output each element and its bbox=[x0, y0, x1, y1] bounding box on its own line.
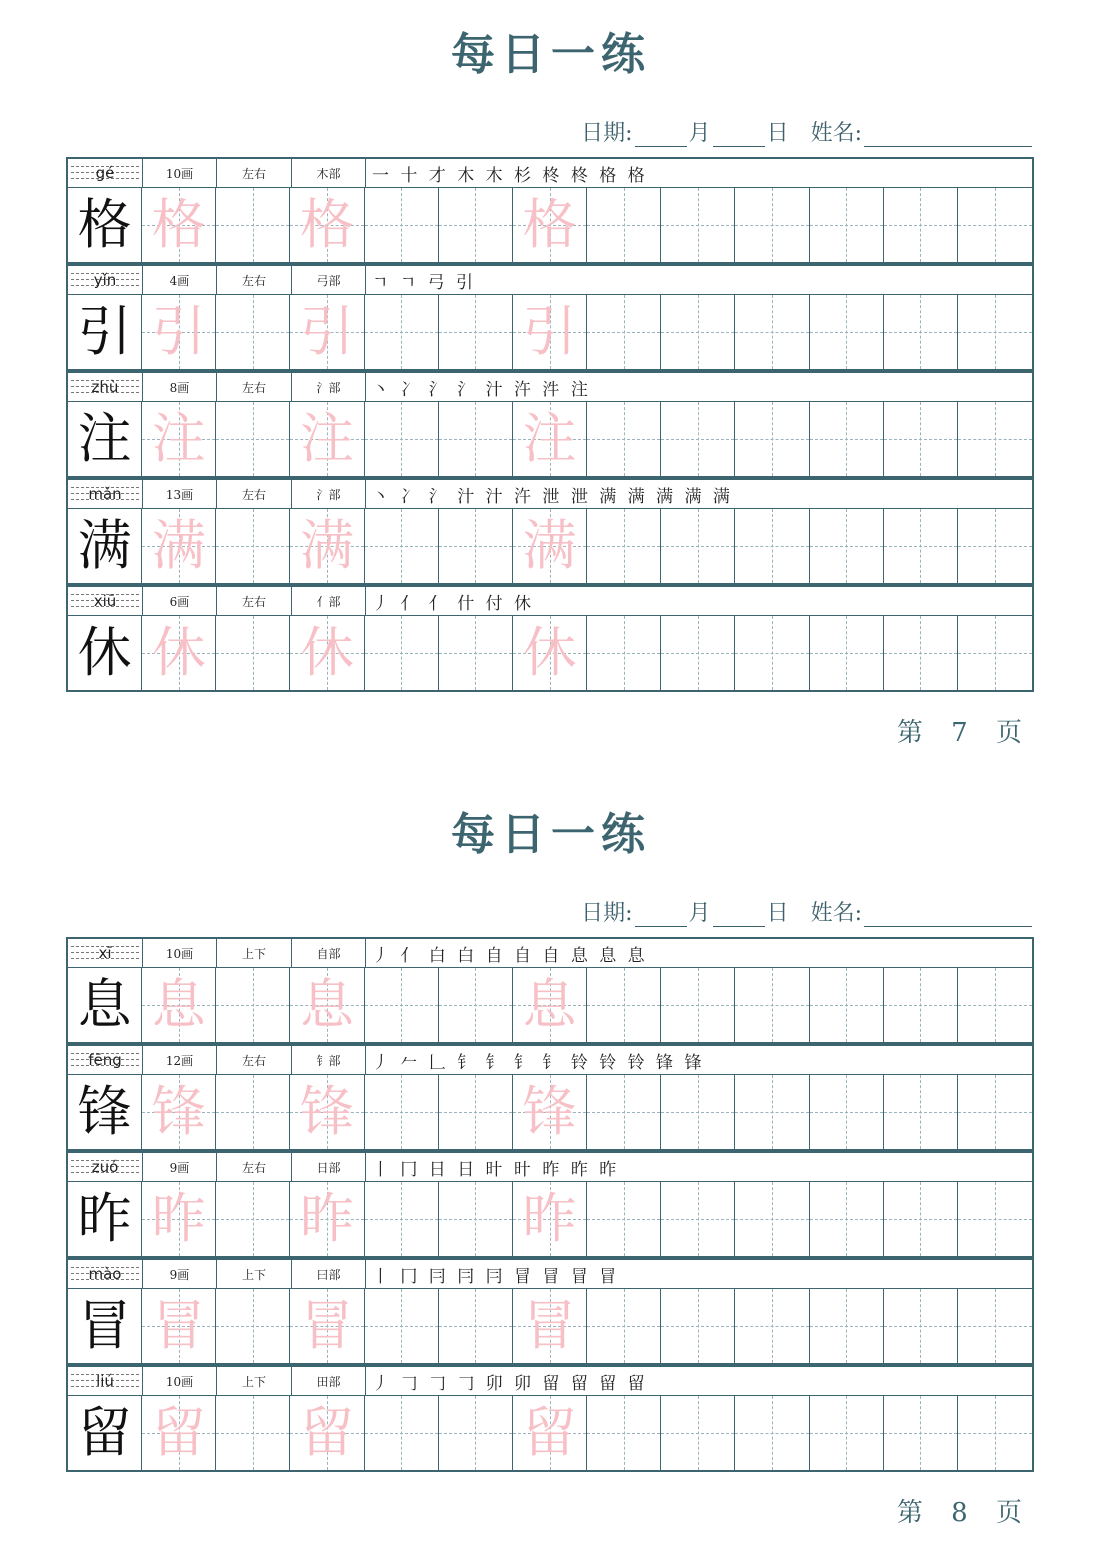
trace-character: 留 bbox=[151, 1401, 206, 1464]
stroke-count: 9画 bbox=[143, 1153, 217, 1181]
trace-character: 锋 bbox=[522, 1080, 577, 1143]
character-row bbox=[66, 615, 1034, 692]
model-character: 休 bbox=[77, 621, 132, 684]
header-fields bbox=[581, 116, 1034, 147]
info-row bbox=[66, 371, 1034, 401]
blank-practice-cell[interactable] bbox=[365, 968, 439, 1042]
blank-practice-cell[interactable] bbox=[365, 1396, 439, 1470]
date-label: 日期: bbox=[581, 121, 633, 146]
stroke-order: ㄱ ㄱ 弓 引 bbox=[372, 272, 477, 293]
blank-practice-cell[interactable] bbox=[810, 295, 884, 369]
blank-practice-cell[interactable] bbox=[958, 1075, 1032, 1149]
blank-practice-cell[interactable] bbox=[587, 509, 661, 583]
trace-cell[interactable] bbox=[142, 1075, 216, 1149]
model-character: 满 bbox=[77, 514, 132, 577]
info-row bbox=[66, 157, 1034, 187]
trace-character: 引 bbox=[300, 300, 355, 363]
structure-label: 上下 bbox=[217, 1367, 292, 1395]
pinyin-text: zuó bbox=[91, 1158, 119, 1176]
blank-practice-cell[interactable] bbox=[735, 616, 809, 690]
pinyin-text: fēng bbox=[88, 1051, 122, 1069]
model-character: 留 bbox=[77, 1401, 132, 1464]
blank-practice-cell[interactable] bbox=[216, 402, 290, 476]
stroke-order: 丿 亻 亻 什 付 休 bbox=[372, 593, 535, 614]
blank-practice-cell[interactable] bbox=[661, 1289, 735, 1363]
page-title: 每日一练 bbox=[451, 809, 651, 860]
stroke-count: 10画 bbox=[143, 1367, 217, 1395]
trace-character: 满 bbox=[151, 514, 206, 577]
trace-character: 锋 bbox=[300, 1080, 355, 1143]
trace-cell[interactable] bbox=[290, 295, 364, 369]
trace-cell[interactable] bbox=[513, 1289, 587, 1363]
name-blank[interactable] bbox=[864, 126, 1032, 147]
blank-practice-cell[interactable] bbox=[884, 1396, 958, 1470]
radical-label: 亻部 bbox=[292, 587, 366, 615]
trace-cell[interactable] bbox=[290, 616, 364, 690]
blank-practice-cell[interactable] bbox=[735, 968, 809, 1042]
blank-practice-cell[interactable] bbox=[439, 1396, 513, 1470]
blank-practice-cell[interactable] bbox=[958, 188, 1032, 262]
header-fields bbox=[581, 896, 1034, 927]
pinyin-cell bbox=[68, 159, 143, 187]
blank-practice-cell[interactable] bbox=[587, 1075, 661, 1149]
trace-character: 昨 bbox=[151, 1187, 206, 1250]
trace-character: 息 bbox=[300, 973, 355, 1036]
trace-character: 格 bbox=[300, 193, 355, 256]
page-number: 第 7 页 bbox=[896, 718, 1032, 748]
blank-practice-cell[interactable] bbox=[735, 295, 809, 369]
trace-character: 休 bbox=[522, 621, 577, 684]
structure-label: 左右 bbox=[217, 587, 292, 615]
trace-character: 满 bbox=[300, 514, 355, 577]
blank-practice-cell[interactable] bbox=[958, 1182, 1032, 1256]
structure-label: 左右 bbox=[217, 1046, 292, 1074]
day-blank[interactable] bbox=[713, 126, 765, 147]
blank-practice-cell[interactable] bbox=[439, 188, 513, 262]
trace-character: 息 bbox=[522, 973, 577, 1036]
trace-cell[interactable] bbox=[513, 616, 587, 690]
pinyin-text: gé bbox=[95, 164, 115, 182]
trace-cell[interactable] bbox=[513, 402, 587, 476]
model-character: 昨 bbox=[77, 1187, 132, 1250]
trace-character: 注 bbox=[522, 407, 577, 470]
blank-practice-cell[interactable] bbox=[958, 1396, 1032, 1470]
blank-practice-cell[interactable] bbox=[216, 509, 290, 583]
blank-practice-cell[interactable] bbox=[958, 616, 1032, 690]
radical-label: 自部 bbox=[292, 939, 366, 967]
practice-grid bbox=[66, 157, 1034, 692]
trace-character: 注 bbox=[151, 407, 206, 470]
info-row bbox=[66, 1044, 1034, 1074]
trace-character: 锋 bbox=[151, 1080, 206, 1143]
trace-cell[interactable] bbox=[290, 402, 364, 476]
pinyin-text: xiū bbox=[93, 592, 117, 610]
blank-practice-cell[interactable] bbox=[216, 1289, 290, 1363]
trace-character: 引 bbox=[522, 300, 577, 363]
character-row bbox=[66, 1288, 1034, 1365]
trace-cell[interactable] bbox=[290, 1182, 364, 1256]
pinyin-cell bbox=[68, 480, 143, 508]
blank-practice-cell[interactable] bbox=[810, 188, 884, 262]
character-row bbox=[66, 1395, 1034, 1472]
model-character: 息 bbox=[77, 973, 132, 1036]
blank-practice-cell[interactable] bbox=[216, 188, 290, 262]
character-row bbox=[66, 967, 1034, 1044]
pinyin-text: yǐn bbox=[93, 271, 117, 289]
info-row bbox=[66, 937, 1034, 967]
trace-character: 格 bbox=[151, 193, 206, 256]
blank-practice-cell[interactable] bbox=[661, 1182, 735, 1256]
trace-character: 休 bbox=[300, 621, 355, 684]
stroke-count: 6画 bbox=[143, 587, 217, 615]
blank-practice-cell[interactable] bbox=[365, 188, 439, 262]
blank-practice-cell[interactable] bbox=[439, 509, 513, 583]
trace-cell[interactable] bbox=[513, 509, 587, 583]
date-label: 日期: bbox=[581, 901, 633, 926]
trace-cell[interactable] bbox=[290, 1289, 364, 1363]
info-row bbox=[66, 1151, 1034, 1181]
blank-practice-cell[interactable] bbox=[365, 1182, 439, 1256]
pinyin-cell bbox=[68, 1260, 143, 1288]
radical-label: 氵部 bbox=[292, 373, 366, 401]
model-character-cell bbox=[68, 509, 142, 583]
stroke-order: 丿 亻 白 白 自 自 自 息 息 息 bbox=[372, 945, 648, 966]
blank-practice-cell[interactable] bbox=[587, 1289, 661, 1363]
blank-practice-cell[interactable] bbox=[587, 616, 661, 690]
blank-practice-cell[interactable] bbox=[216, 968, 290, 1042]
blank-practice-cell[interactable] bbox=[735, 402, 809, 476]
trace-cell[interactable] bbox=[513, 188, 587, 262]
model-character: 锋 bbox=[77, 1080, 132, 1143]
stroke-order: 丨 冂 日 日 旪 旪 昨 昨 昨 bbox=[372, 1159, 620, 1180]
character-row bbox=[66, 187, 1034, 264]
trace-cell[interactable] bbox=[290, 968, 364, 1042]
trace-cell[interactable] bbox=[513, 1075, 587, 1149]
blank-practice-cell[interactable] bbox=[439, 968, 513, 1042]
blank-practice-cell[interactable] bbox=[810, 1289, 884, 1363]
blank-practice-cell[interactable] bbox=[365, 509, 439, 583]
structure-label: 左右 bbox=[217, 480, 292, 508]
blank-practice-cell[interactable] bbox=[810, 1075, 884, 1149]
info-row bbox=[66, 478, 1034, 508]
trace-cell[interactable] bbox=[290, 188, 364, 262]
blank-practice-cell[interactable] bbox=[365, 295, 439, 369]
trace-cell[interactable] bbox=[142, 509, 216, 583]
blank-practice-cell[interactable] bbox=[661, 295, 735, 369]
trace-cell[interactable] bbox=[513, 968, 587, 1042]
blank-practice-cell[interactable] bbox=[439, 402, 513, 476]
trace-cell[interactable] bbox=[142, 188, 216, 262]
radical-label: 日部 bbox=[292, 1153, 366, 1181]
pinyin-cell bbox=[68, 1046, 143, 1074]
radical-label: 钅部 bbox=[292, 1046, 366, 1074]
pinyin-cell bbox=[68, 373, 143, 401]
month-blank[interactable] bbox=[635, 906, 687, 927]
blank-practice-cell[interactable] bbox=[884, 402, 958, 476]
blank-practice-cell[interactable] bbox=[216, 1182, 290, 1256]
blank-practice-cell[interactable] bbox=[365, 616, 439, 690]
model-character: 注 bbox=[77, 407, 132, 470]
trace-character: 休 bbox=[151, 621, 206, 684]
character-row bbox=[66, 508, 1034, 585]
model-character-cell bbox=[68, 1396, 142, 1470]
blank-practice-cell[interactable] bbox=[735, 509, 809, 583]
stroke-count: 13画 bbox=[143, 480, 217, 508]
model-character-cell bbox=[68, 616, 142, 690]
blank-practice-cell[interactable] bbox=[439, 1289, 513, 1363]
blank-practice-cell[interactable] bbox=[661, 1075, 735, 1149]
stroke-count: 9画 bbox=[143, 1260, 217, 1288]
blank-practice-cell[interactable] bbox=[810, 616, 884, 690]
structure-label: 上下 bbox=[217, 1260, 292, 1288]
trace-character: 引 bbox=[151, 300, 206, 363]
trace-cell[interactable] bbox=[142, 1396, 216, 1470]
stroke-order: 丿 𠃌 𠃌 𠃌 卯 卯 留 留 留 留 bbox=[372, 1373, 648, 1394]
blank-practice-cell[interactable] bbox=[735, 1289, 809, 1363]
practice-grid bbox=[66, 937, 1034, 1472]
character-row bbox=[66, 1074, 1034, 1151]
radical-label: 氵部 bbox=[292, 480, 366, 508]
blank-practice-cell[interactable] bbox=[810, 1182, 884, 1256]
character-row bbox=[66, 1181, 1034, 1258]
info-row bbox=[66, 264, 1034, 294]
model-character-cell bbox=[68, 188, 142, 262]
stroke-order: 丶 冫 氵 汁 汁 汻 泄 泄 满 满 满 满 满 bbox=[372, 486, 733, 507]
trace-character: 冒 bbox=[522, 1294, 577, 1357]
trace-cell[interactable] bbox=[290, 1396, 364, 1470]
blank-practice-cell[interactable] bbox=[958, 509, 1032, 583]
trace-cell[interactable] bbox=[290, 509, 364, 583]
radical-label: 木部 bbox=[292, 159, 366, 187]
blank-practice-cell[interactable] bbox=[884, 295, 958, 369]
model-character-cell bbox=[68, 968, 142, 1042]
model-character: 冒 bbox=[77, 1294, 132, 1357]
trace-cell[interactable] bbox=[142, 968, 216, 1042]
blank-practice-cell[interactable] bbox=[587, 1182, 661, 1256]
trace-character: 冒 bbox=[151, 1294, 206, 1357]
trace-character: 留 bbox=[522, 1401, 577, 1464]
trace-character: 昨 bbox=[522, 1187, 577, 1250]
blank-practice-cell[interactable] bbox=[661, 509, 735, 583]
blank-practice-cell[interactable] bbox=[661, 402, 735, 476]
pinyin-cell bbox=[68, 587, 143, 615]
structure-label: 上下 bbox=[217, 939, 292, 967]
blank-practice-cell[interactable] bbox=[587, 188, 661, 262]
model-character-cell bbox=[68, 402, 142, 476]
trace-character: 昨 bbox=[300, 1187, 355, 1250]
blank-practice-cell[interactable] bbox=[365, 1289, 439, 1363]
trace-character: 息 bbox=[151, 973, 206, 1036]
model-character-cell bbox=[68, 1289, 142, 1363]
blank-practice-cell[interactable] bbox=[958, 402, 1032, 476]
pinyin-text: zhù bbox=[91, 378, 119, 396]
month-blank[interactable] bbox=[635, 126, 687, 147]
model-character: 格 bbox=[77, 193, 132, 256]
month-label: 月 bbox=[688, 901, 711, 926]
blank-practice-cell[interactable] bbox=[216, 616, 290, 690]
pinyin-cell bbox=[68, 266, 143, 294]
model-character-cell bbox=[68, 1182, 142, 1256]
stroke-count: 8画 bbox=[143, 373, 217, 401]
structure-label: 左右 bbox=[217, 1153, 292, 1181]
blank-practice-cell[interactable] bbox=[439, 1075, 513, 1149]
blank-practice-cell[interactable] bbox=[661, 1396, 735, 1470]
blank-practice-cell[interactable] bbox=[735, 1396, 809, 1470]
name-label: 姓名: bbox=[810, 121, 862, 146]
pinyin-cell bbox=[68, 1367, 143, 1395]
info-row bbox=[66, 1365, 1034, 1395]
structure-label: 左右 bbox=[217, 159, 292, 187]
trace-character: 满 bbox=[522, 514, 577, 577]
blank-practice-cell[interactable] bbox=[884, 1182, 958, 1256]
blank-practice-cell[interactable] bbox=[884, 188, 958, 262]
blank-practice-cell[interactable] bbox=[884, 616, 958, 690]
blank-practice-cell[interactable] bbox=[735, 188, 809, 262]
structure-label: 左右 bbox=[217, 373, 292, 401]
trace-cell[interactable] bbox=[142, 1182, 216, 1256]
name-label: 姓名: bbox=[810, 901, 862, 926]
pinyin-text: xī bbox=[98, 944, 112, 962]
trace-cell[interactable] bbox=[513, 295, 587, 369]
trace-character: 注 bbox=[300, 407, 355, 470]
stroke-order: 丨 冂 冃 冃 冃 冒 冒 冒 冒 bbox=[372, 1266, 620, 1287]
trace-cell[interactable] bbox=[142, 295, 216, 369]
stroke-count: 4画 bbox=[143, 266, 217, 294]
blank-practice-cell[interactable] bbox=[884, 968, 958, 1042]
trace-cell[interactable] bbox=[513, 1396, 587, 1470]
character-row bbox=[66, 294, 1034, 371]
pinyin-cell bbox=[68, 939, 143, 967]
stroke-count: 10画 bbox=[143, 159, 217, 187]
info-row bbox=[66, 585, 1034, 615]
trace-character: 冒 bbox=[300, 1294, 355, 1357]
blank-practice-cell[interactable] bbox=[439, 1182, 513, 1256]
blank-practice-cell[interactable] bbox=[958, 295, 1032, 369]
pinyin-text: liú bbox=[96, 1372, 114, 1390]
trace-cell[interactable] bbox=[142, 1289, 216, 1363]
day-blank[interactable] bbox=[713, 906, 765, 927]
pinyin-text: mào bbox=[88, 1265, 122, 1283]
blank-practice-cell[interactable] bbox=[661, 188, 735, 262]
stroke-order: 丿 𠂉 𠃊 钅 钅 钅 钅 铃 铃 铃 锋 锋 bbox=[372, 1052, 705, 1073]
trace-cell[interactable] bbox=[142, 402, 216, 476]
stroke-count: 10画 bbox=[143, 939, 217, 967]
radical-label: 曰部 bbox=[292, 1260, 366, 1288]
blank-practice-cell[interactable] bbox=[365, 402, 439, 476]
blank-practice-cell[interactable] bbox=[958, 968, 1032, 1042]
stroke-order: 丶 冫 氵 氵 汁 汻 汼 注 bbox=[372, 379, 591, 400]
blank-practice-cell[interactable] bbox=[884, 1075, 958, 1149]
trace-cell[interactable] bbox=[290, 1075, 364, 1149]
blank-practice-cell[interactable] bbox=[587, 1396, 661, 1470]
model-character-cell bbox=[68, 295, 142, 369]
trace-character: 格 bbox=[522, 193, 577, 256]
blank-practice-cell[interactable] bbox=[587, 968, 661, 1042]
blank-practice-cell[interactable] bbox=[884, 1289, 958, 1363]
day-label: 日 bbox=[766, 121, 789, 146]
blank-practice-cell[interactable] bbox=[439, 295, 513, 369]
trace-cell[interactable] bbox=[142, 616, 216, 690]
pinyin-cell bbox=[68, 1153, 143, 1181]
info-row bbox=[66, 1258, 1034, 1288]
blank-practice-cell[interactable] bbox=[661, 616, 735, 690]
blank-practice-cell[interactable] bbox=[216, 1396, 290, 1470]
page-title: 每日一练 bbox=[451, 29, 651, 80]
blank-practice-cell[interactable] bbox=[439, 616, 513, 690]
blank-practice-cell[interactable] bbox=[735, 1075, 809, 1149]
month-label: 月 bbox=[688, 121, 711, 146]
stroke-count: 12画 bbox=[143, 1046, 217, 1074]
blank-practice-cell[interactable] bbox=[365, 1075, 439, 1149]
name-blank[interactable] bbox=[864, 906, 1032, 927]
radical-label: 田部 bbox=[292, 1367, 366, 1395]
model-character-cell bbox=[68, 1075, 142, 1149]
worksheet-page-2 bbox=[0, 780, 1102, 1560]
model-character: 引 bbox=[77, 300, 132, 363]
page-number: 第 8 页 bbox=[896, 1498, 1032, 1528]
blank-practice-cell[interactable] bbox=[810, 402, 884, 476]
trace-cell[interactable] bbox=[513, 1182, 587, 1256]
pinyin-text: mǎn bbox=[88, 485, 122, 503]
stroke-order: 一 十 才 木 木 杉 柊 柊 格 格 bbox=[372, 165, 648, 186]
radical-label: 弓部 bbox=[292, 266, 366, 294]
blank-practice-cell[interactable] bbox=[735, 1182, 809, 1256]
blank-practice-cell[interactable] bbox=[216, 1075, 290, 1149]
blank-practice-cell[interactable] bbox=[661, 968, 735, 1042]
character-row bbox=[66, 401, 1034, 478]
day-label: 日 bbox=[766, 901, 789, 926]
trace-character: 留 bbox=[300, 1401, 355, 1464]
structure-label: 左右 bbox=[217, 266, 292, 294]
blank-practice-cell[interactable] bbox=[587, 295, 661, 369]
blank-practice-cell[interactable] bbox=[587, 402, 661, 476]
blank-practice-cell[interactable] bbox=[884, 509, 958, 583]
blank-practice-cell[interactable] bbox=[216, 295, 290, 369]
blank-practice-cell[interactable] bbox=[810, 509, 884, 583]
blank-practice-cell[interactable] bbox=[958, 1289, 1032, 1363]
blank-practice-cell[interactable] bbox=[810, 968, 884, 1042]
blank-practice-cell[interactable] bbox=[810, 1396, 884, 1470]
